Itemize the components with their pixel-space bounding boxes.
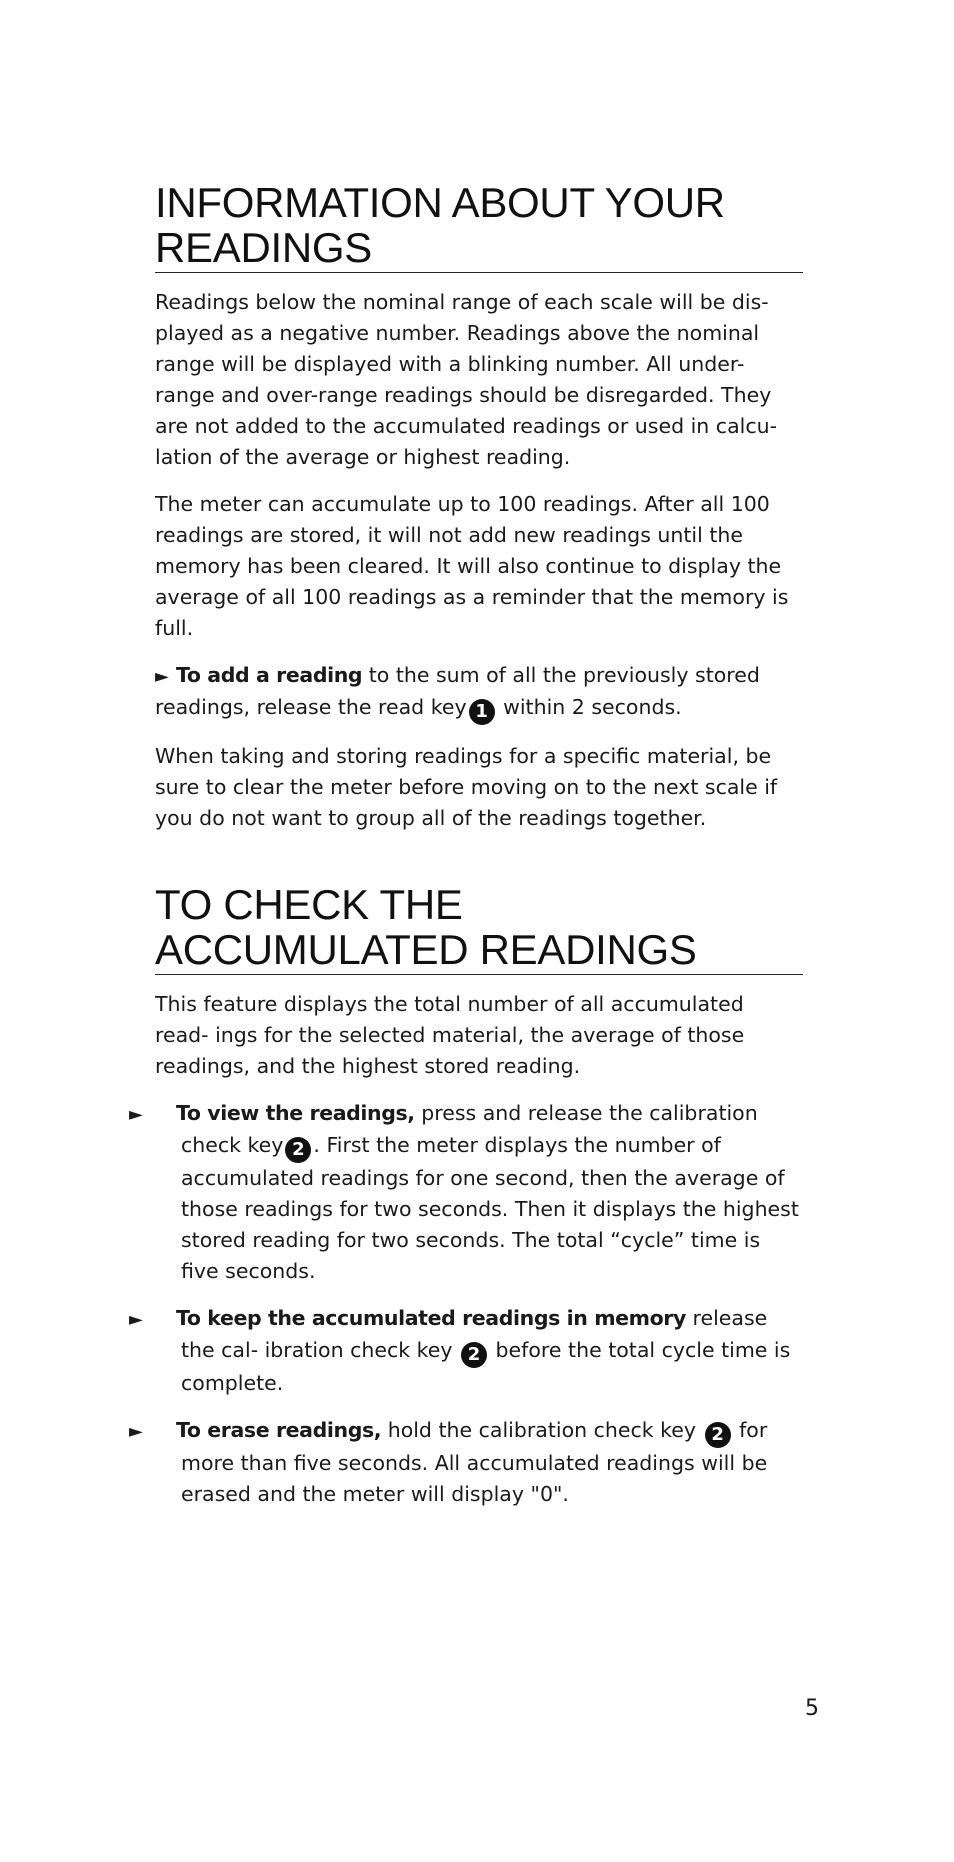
bullet-lead: To add a reading: [176, 663, 363, 687]
arrow-right-icon: ►: [129, 1421, 143, 1442]
bullet-text: to the sum of all the previously stored readings, release the read key: [155, 663, 760, 719]
paragraph-range: Readings below the nominal range of each scale will be dis- played as a negative number. Readings above the nominal range will be displayed with a blinking number. All under- range and over-range readings should be disregarded. They are not added to the accumulated readings or used in calcu- lation of the average or highest reading.: [155, 290, 777, 469]
section-information-about-readings: [155, 180, 803, 834]
paragraph-accumulate: The meter can accumulate up to 100 readings. After all 100 readings are stored, it will not add new readings until the memory has been cleared. It will also continue to display the average of all 100 readings as a reminder that the memory is full.: [155, 492, 789, 640]
bullet-text-end: within 2 seconds.: [496, 695, 682, 719]
arrow-right-icon: ►: [129, 1104, 143, 1125]
bullet-view-readings: [129, 1098, 803, 1287]
paragraph-feature: This feature displays the total number of all accumulated read- ings for the selected material, the average of those readings, and the highest stored reading.: [155, 992, 745, 1078]
bullet-text: hold the calibration check key: [381, 1418, 703, 1442]
bullet-lead: To view the readings,: [176, 1101, 415, 1125]
page-content: [129, 179, 803, 1510]
bullet-add-reading: [155, 660, 803, 725]
paragraph-material: When taking and storing readings for a specific material, be sure to clear the meter before moving on to the next scale if you do not want to group all of the readings together.: [155, 744, 778, 830]
bullet-lead: To keep the accumulated readings in memory: [176, 1306, 686, 1330]
heading-line-2: READINGS: [155, 224, 372, 271]
bullet-text: press and release the calibration check key: [181, 1101, 758, 1157]
calibration-key-icon: 2: [461, 1342, 487, 1368]
bullet-text-end: for more than five seconds. All accumulated readings will be erased and the meter will display "0".: [181, 1418, 768, 1506]
calibration-key-icon: 2: [705, 1422, 731, 1448]
bullet-text: release the cal- ibration check key: [181, 1306, 768, 1362]
section-heading: [155, 180, 803, 273]
heading-line-1: INFORMATION ABOUT YOUR: [155, 179, 725, 226]
section-check-accumulated-readings: [129, 881, 803, 1510]
arrow-right-icon: ►: [129, 1309, 143, 1330]
bullet-text-end: . First the meter displays the number of accumulated readings for one second, then the average of those readings for two seconds. Then it displays the highest stored reading for two seconds. The total “cycle” time is five seconds.: [181, 1133, 799, 1283]
calibration-key-icon: 2: [285, 1137, 311, 1163]
heading-line-1: TO CHECK THE: [155, 881, 463, 928]
read-key-icon: 1: [469, 699, 495, 725]
heading-line-2: ACCUMULATED READINGS: [155, 926, 697, 973]
bullet-lead: To erase readings,: [176, 1418, 382, 1442]
page-number: 5: [805, 1696, 819, 1721]
bullet-text-end: before the total cycle time is complete.: [181, 1338, 791, 1395]
bullet-erase-readings: [129, 1415, 803, 1510]
section-heading: [155, 882, 803, 975]
arrow-right-icon: ►: [155, 666, 169, 687]
bullet-keep-readings: [129, 1303, 803, 1399]
